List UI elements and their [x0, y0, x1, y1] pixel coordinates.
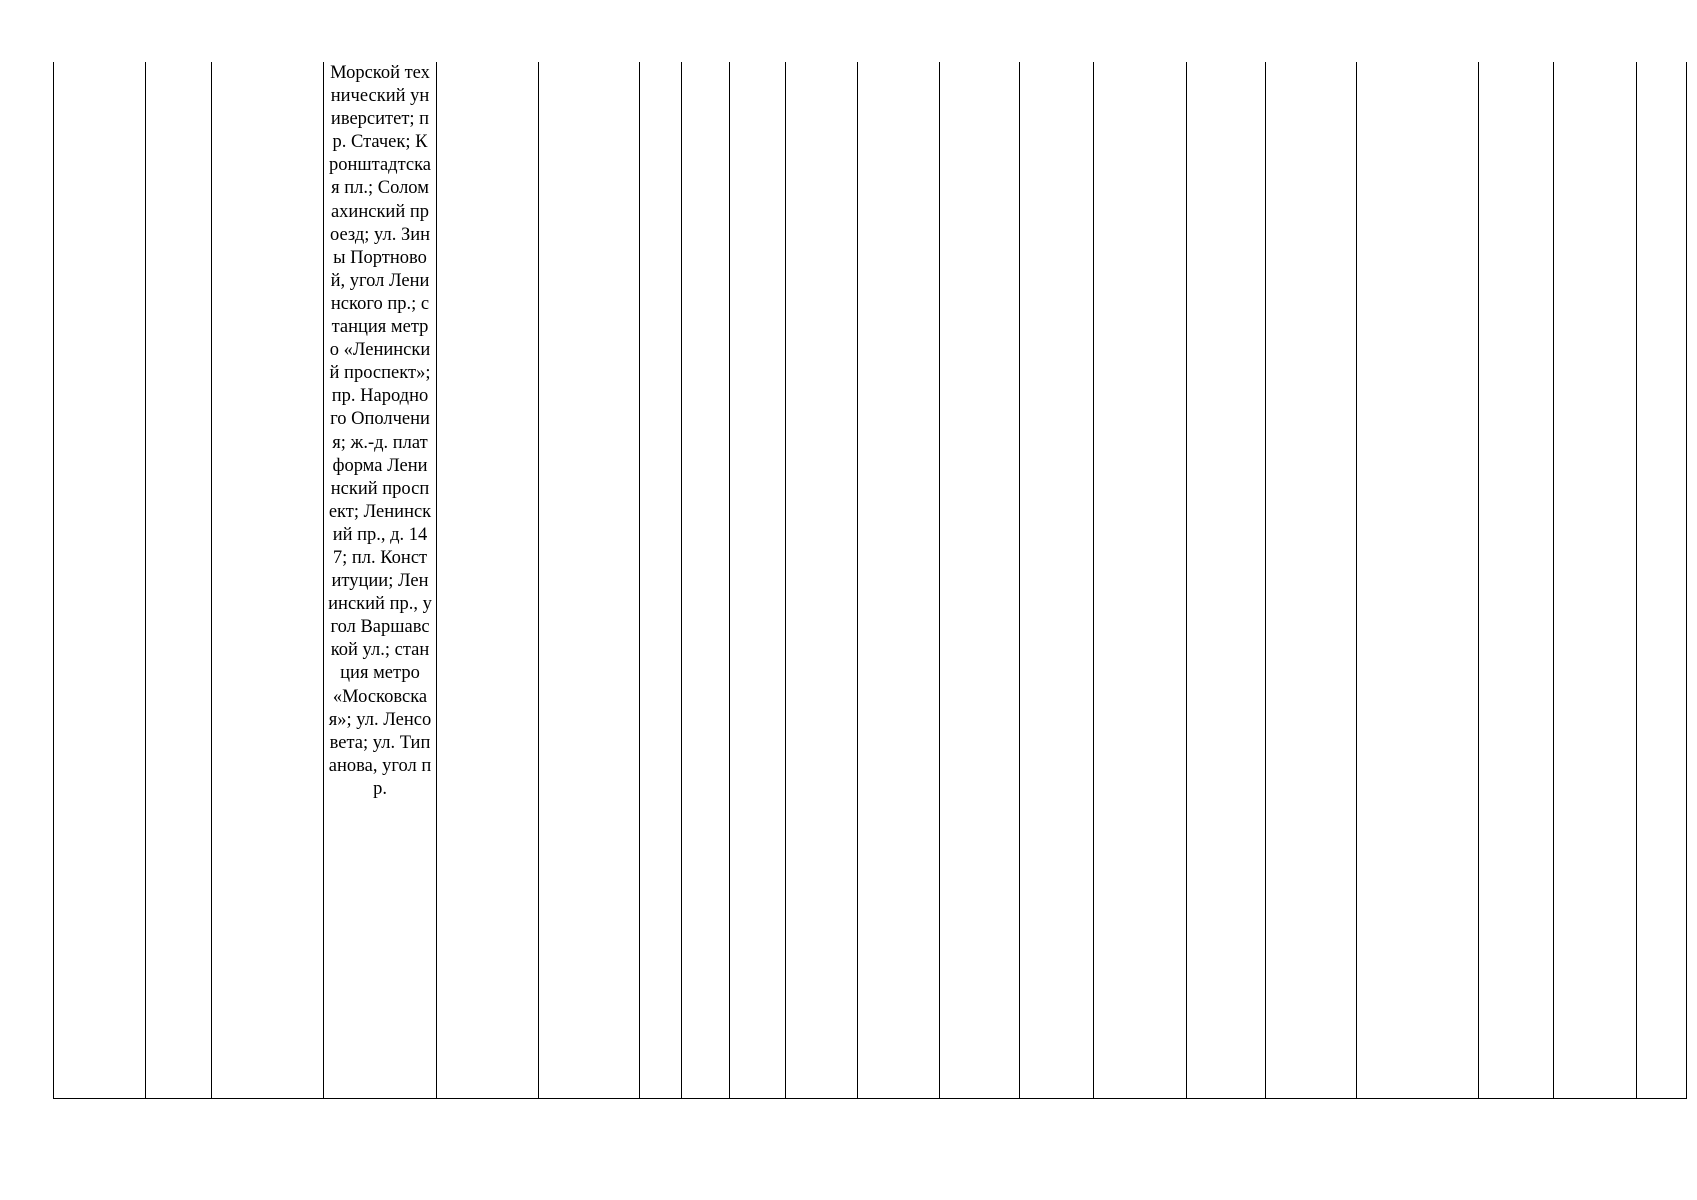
table-cell-20: [1637, 62, 1687, 1099]
table-cell-12: [940, 62, 1020, 1099]
table-cell-17: [1357, 62, 1479, 1099]
route-stops-cell: [324, 62, 437, 1099]
table-cell-8: [682, 62, 730, 1099]
table-cell-6: [539, 62, 640, 1099]
table-row: [54, 62, 1687, 1099]
table-cell-2: [146, 62, 212, 1099]
table-cell-11: [858, 62, 940, 1099]
table-cell-16: [1266, 62, 1357, 1099]
table-cell-10: [786, 62, 858, 1099]
document-table: [53, 62, 1687, 1099]
table-cell-19: [1554, 62, 1637, 1099]
table-cell-14: [1094, 62, 1187, 1099]
table-cell-18: [1479, 62, 1554, 1099]
table-cell-3: [212, 62, 324, 1099]
table-cell-5: [437, 62, 539, 1099]
table-cell-13: [1020, 62, 1094, 1099]
table-cell-9: [730, 62, 786, 1099]
table-cell-15: [1187, 62, 1266, 1099]
table-cell-7: [640, 62, 682, 1099]
route-stops-text: Морской технический университет; пр. Стачек; Кронштадтская пл.; Соломахинский проезд; ул. Зины Портновой, угол Ленинского пр.; станция метро «Ленинский проспект»; пр. Народного Ополчения; ж.-д. платформа Ленинский проспект; Ленинский пр., д. 147; пл. Конституции; Ленинский пр., угол Варшавской ул.; станция метро «Московская»; ул. Ленсовета; ул. Типанова, угол пр.: [328, 63, 432, 799]
table-cell-1: [54, 62, 146, 1099]
